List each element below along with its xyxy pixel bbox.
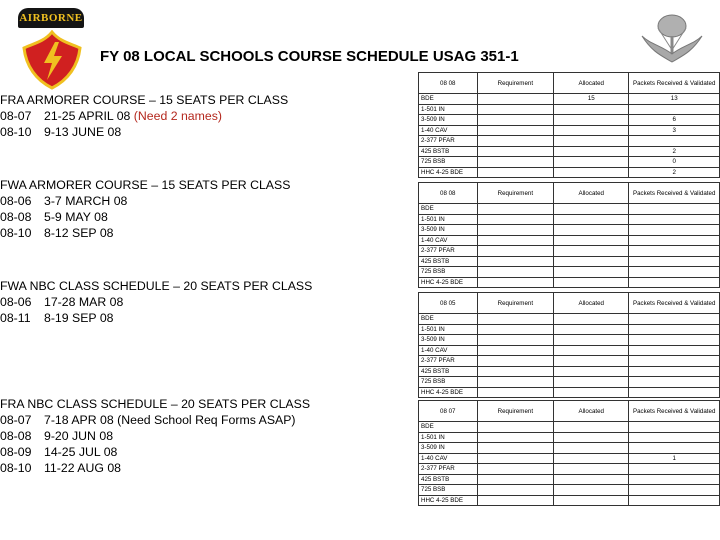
allocated-cell <box>554 356 629 367</box>
packets-cell <box>629 136 720 147</box>
course-title: FWA NBC CLASS SCHEDULE – 20 SEATS PER CLASS <box>0 279 313 293</box>
unit-cell: 725 BSB <box>419 377 478 388</box>
course-row: 08-06 17-28 MAR 08 <box>0 295 124 309</box>
course-section <box>0 177 290 241</box>
table-row <box>419 204 720 215</box>
requirement-cell <box>477 146 554 157</box>
course-row: 08-10 8-12 SEP 08 <box>0 226 114 240</box>
allocated-header: Allocated <box>554 73 629 94</box>
packets-cell <box>629 366 720 377</box>
class-code-header: 08 07 <box>419 401 478 422</box>
unit-cell: 725 BSB <box>419 157 478 168</box>
allocated-cell <box>554 387 629 398</box>
allocated-cell <box>554 157 629 168</box>
unit-cell: 1-40 CAV <box>419 453 478 464</box>
requirement-cell <box>477 277 554 288</box>
requirement-cell <box>477 345 554 356</box>
course-row: 08-10 11-22 AUG 08 <box>0 461 122 475</box>
unit-cell: 1-40 CAV <box>419 345 478 356</box>
requirement-cell <box>477 167 554 178</box>
unit-cell: 3-509 IN <box>419 443 478 454</box>
requirement-cell <box>477 225 554 236</box>
course-title: FRA NBC CLASS SCHEDULE – 20 SEATS PER CLASS <box>0 397 311 411</box>
course-section <box>0 396 310 476</box>
packets-cell <box>629 464 720 475</box>
table-row <box>419 235 720 246</box>
allocated-cell <box>554 214 629 225</box>
table-row <box>419 256 720 267</box>
allocated-cell <box>554 235 629 246</box>
requirement-cell <box>477 246 554 257</box>
requirement-cell <box>477 356 554 367</box>
requirement-cell <box>477 104 554 115</box>
allocated-cell <box>554 115 629 126</box>
packets-cell: 2 <box>629 167 720 178</box>
need-names-note: (Need 2 names) <box>133 109 222 123</box>
allocated-cell <box>554 366 629 377</box>
requirement-cell <box>477 474 554 485</box>
allocated-header: Allocated <box>554 183 629 204</box>
packets-cell <box>629 443 720 454</box>
table-row <box>419 167 720 178</box>
unit-cell: BDE <box>419 94 478 105</box>
unit-cell: 425 BSTB <box>419 146 478 157</box>
table-row <box>419 387 720 398</box>
packets-cell <box>629 204 720 215</box>
unit-cell: BDE <box>419 422 478 433</box>
allocated-cell <box>554 377 629 388</box>
unit-cell: 425 BSTB <box>419 366 478 377</box>
unit-cell: 725 BSB <box>419 267 478 278</box>
unit-cell: 3-509 IN <box>419 225 478 236</box>
requirement-cell <box>477 94 554 105</box>
table-row <box>419 225 720 236</box>
requirement-cell <box>477 157 554 168</box>
table-row <box>419 377 720 388</box>
packets-cell <box>629 256 720 267</box>
table-row <box>419 495 720 506</box>
requirement-cell <box>477 136 554 147</box>
allocated-cell <box>554 246 629 257</box>
requirement-cell <box>477 432 554 443</box>
packets-cell: 1 <box>629 453 720 464</box>
allocated-cell <box>554 256 629 267</box>
requirement-header: Requirement <box>477 183 554 204</box>
requirement-cell <box>477 314 554 325</box>
course-section <box>0 278 312 326</box>
table-row <box>419 125 720 136</box>
page-title: FY 08 LOCAL SCHOOLS COURSE SCHEDULE USAG 351-1 <box>100 48 519 65</box>
packets-cell <box>629 495 720 506</box>
allocated-cell <box>554 443 629 454</box>
unit-cell: 3-509 IN <box>419 335 478 346</box>
packets-cell <box>629 345 720 356</box>
packets-cell <box>629 225 720 236</box>
packets-cell <box>629 246 720 257</box>
packets-cell: 6 <box>629 115 720 126</box>
packets-header: Packets Received & Validated <box>629 73 720 94</box>
unit-cell: 2-377 PFAR <box>419 136 478 147</box>
table-row <box>419 474 720 485</box>
division-patch-icon <box>22 30 82 90</box>
table-row <box>419 277 720 288</box>
unit-cell: 1-501 IN <box>419 432 478 443</box>
requirement-header: Requirement <box>477 293 554 314</box>
roster-table <box>418 182 720 288</box>
unit-cell: 3-509 IN <box>419 115 478 126</box>
unit-cell: HHC 4-25 BDE <box>419 387 478 398</box>
course-row: 08-10 9-13 JUNE 08 <box>0 125 122 139</box>
requirement-cell <box>477 235 554 246</box>
class-code-header: 08 05 <box>419 293 478 314</box>
table-row <box>419 267 720 278</box>
unit-cell: 1-501 IN <box>419 104 478 115</box>
allocated-cell <box>554 267 629 278</box>
roster-table <box>418 72 720 178</box>
requirement-cell <box>477 366 554 377</box>
requirement-cell <box>477 464 554 475</box>
packets-cell: 3 <box>629 125 720 136</box>
allocated-cell <box>554 422 629 433</box>
packets-cell <box>629 214 720 225</box>
requirement-cell <box>477 214 554 225</box>
requirement-cell <box>477 115 554 126</box>
requirement-cell <box>477 324 554 335</box>
allocated-cell <box>554 167 629 178</box>
allocated-header: Allocated <box>554 293 629 314</box>
allocated-cell <box>554 464 629 475</box>
table-row <box>419 214 720 225</box>
table-header-row <box>419 401 720 422</box>
packets-cell <box>629 485 720 496</box>
unit-cell: HHC 4-25 BDE <box>419 277 478 288</box>
allocated-cell <box>554 495 629 506</box>
class-code-header: 08 08 <box>419 183 478 204</box>
requirement-cell <box>477 485 554 496</box>
packets-cell: 13 <box>629 94 720 105</box>
allocated-cell <box>554 335 629 346</box>
table-row <box>419 432 720 443</box>
unit-cell: 1-40 CAV <box>419 235 478 246</box>
course-row: 08-09 14-25 JUL 08 <box>0 445 118 459</box>
table-row <box>419 345 720 356</box>
table-row <box>419 366 720 377</box>
parachutist-badge-icon <box>640 6 704 70</box>
unit-cell: BDE <box>419 314 478 325</box>
table-row <box>419 314 720 325</box>
requirement-cell <box>477 335 554 346</box>
packets-cell <box>629 104 720 115</box>
allocated-cell: 15 <box>554 94 629 105</box>
table-row <box>419 335 720 346</box>
course-title: FWA ARMORER COURSE – 15 SEATS PER CLASS <box>0 178 291 192</box>
table-header-row <box>419 293 720 314</box>
allocated-cell <box>554 345 629 356</box>
course-row: 08-11 8-19 SEP 08 <box>0 311 114 325</box>
table-row <box>419 324 720 335</box>
course-section <box>0 92 288 140</box>
requirement-cell <box>477 387 554 398</box>
packets-cell <box>629 387 720 398</box>
packets-cell: 2 <box>629 146 720 157</box>
packets-cell <box>629 432 720 443</box>
requirement-cell <box>477 422 554 433</box>
roster-table <box>418 400 720 506</box>
course-row: 08-06 3-7 MARCH 08 <box>0 194 128 208</box>
class-code-header: 08 08 <box>419 73 478 94</box>
table-row <box>419 453 720 464</box>
unit-cell: BDE <box>419 204 478 215</box>
requirement-cell <box>477 495 554 506</box>
course-title: FRA ARMORER COURSE – 15 SEATS PER CLASS <box>0 93 289 107</box>
table-row <box>419 356 720 367</box>
table-row <box>419 485 720 496</box>
table-row <box>419 115 720 126</box>
requirement-cell <box>477 377 554 388</box>
packets-cell <box>629 235 720 246</box>
unit-cell: 725 BSB <box>419 485 478 496</box>
table-row <box>419 464 720 475</box>
requirement-cell <box>477 443 554 454</box>
table-header-row <box>419 73 720 94</box>
packets-header: Packets Received & Validated <box>629 183 720 204</box>
packets-header: Packets Received & Validated <box>629 293 720 314</box>
packets-cell <box>629 474 720 485</box>
packets-cell <box>629 277 720 288</box>
roster-table <box>418 292 720 398</box>
packets-cell <box>629 422 720 433</box>
unit-cell: 1-501 IN <box>419 214 478 225</box>
requirement-header: Requirement <box>477 401 554 422</box>
packets-cell <box>629 356 720 367</box>
table-header-row <box>419 183 720 204</box>
allocated-cell <box>554 485 629 496</box>
packets-cell: 0 <box>629 157 720 168</box>
table-row <box>419 246 720 257</box>
allocated-cell <box>554 125 629 136</box>
unit-cell: 1-501 IN <box>419 324 478 335</box>
table-row <box>419 146 720 157</box>
requirement-header: Requirement <box>477 73 554 94</box>
allocated-cell <box>554 136 629 147</box>
airborne-tab-logo: AIRBORNE <box>18 8 84 28</box>
requirement-cell <box>477 125 554 136</box>
unit-cell: 2-377 PFAR <box>419 356 478 367</box>
allocated-cell <box>554 432 629 443</box>
packets-cell <box>629 267 720 278</box>
unit-cell: 1-40 CAV <box>419 125 478 136</box>
course-row: 08-08 5-9 MAY 08 <box>0 210 108 224</box>
unit-cell: HHC 4-25 BDE <box>419 495 478 506</box>
allocated-cell <box>554 225 629 236</box>
allocated-cell <box>554 104 629 115</box>
packets-header: Packets Received & Validated <box>629 401 720 422</box>
packets-cell <box>629 377 720 388</box>
requirement-cell <box>477 267 554 278</box>
unit-cell: 425 BSTB <box>419 256 478 267</box>
packets-cell <box>629 314 720 325</box>
table-row <box>419 94 720 105</box>
allocated-header: Allocated <box>554 401 629 422</box>
allocated-cell <box>554 146 629 157</box>
table-row <box>419 157 720 168</box>
course-row: 08-07 7-18 APR 08 (Need School Req Forms ASAP) <box>0 413 296 427</box>
unit-cell: 2-377 PFAR <box>419 246 478 257</box>
table-row <box>419 443 720 454</box>
unit-cell: HHC 4-25 BDE <box>419 167 478 178</box>
allocated-cell <box>554 204 629 215</box>
allocated-cell <box>554 277 629 288</box>
table-row <box>419 422 720 433</box>
packets-cell <box>629 335 720 346</box>
course-row: 08-07 21-25 APRIL 08 (Need 2 names) <box>0 109 222 123</box>
requirement-cell <box>477 204 554 215</box>
allocated-cell <box>554 474 629 485</box>
requirement-cell <box>477 453 554 464</box>
unit-cell: 425 BSTB <box>419 474 478 485</box>
allocated-cell <box>554 324 629 335</box>
course-row: 08-08 9-20 JUN 08 <box>0 429 114 443</box>
table-row <box>419 136 720 147</box>
unit-cell: 2-377 PFAR <box>419 464 478 475</box>
table-row <box>419 104 720 115</box>
requirement-cell <box>477 256 554 267</box>
packets-cell <box>629 324 720 335</box>
allocated-cell <box>554 314 629 325</box>
allocated-cell <box>554 453 629 464</box>
